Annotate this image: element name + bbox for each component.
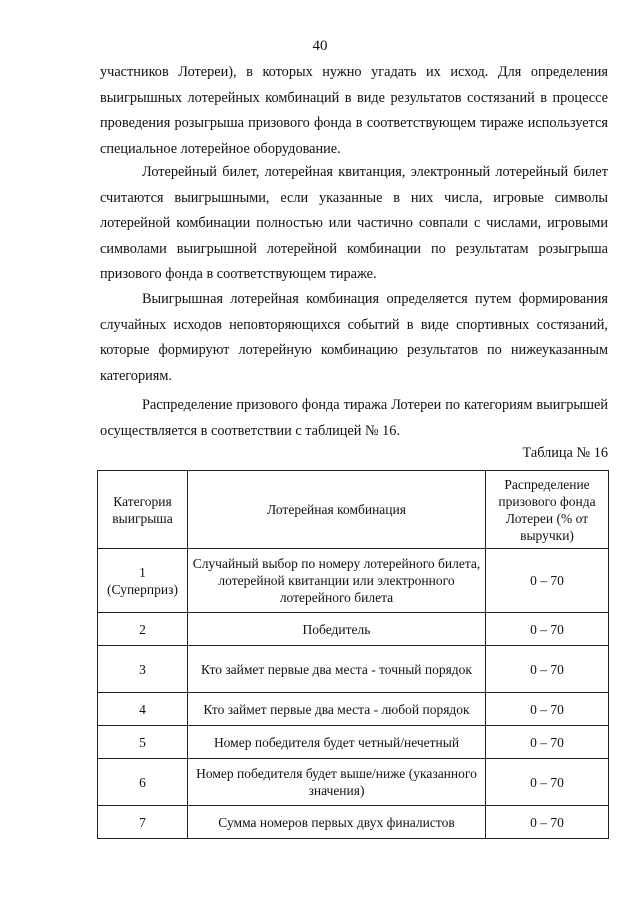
- cell-combination: Номер победителя будет четный/нечетный: [188, 726, 486, 759]
- cell-distribution: 0 – 70: [486, 806, 609, 839]
- cell-category: 2: [98, 613, 188, 646]
- cell-combination: Сумма номеров первых двух финалистов: [188, 806, 486, 839]
- cell-distribution: 0 – 70: [486, 726, 609, 759]
- cell-combination: Победитель: [188, 613, 486, 646]
- cell-category: 4: [98, 693, 188, 726]
- cell-category: 3: [98, 646, 188, 693]
- cell-distribution: 0 – 70: [486, 693, 609, 726]
- table-row: [98, 613, 609, 646]
- table-row: [98, 549, 609, 613]
- cell-category: 1 (Суперприз): [98, 549, 188, 613]
- cell-combination: Кто займет первые два места - любой порядок: [188, 693, 486, 726]
- paragraph-prize-distribution: Распределение призового фонда тиража Лотереи по категориям выигрышей осуществляется в соответствии с таблицей № 16.: [100, 397, 608, 439]
- cell-combination: Кто займет первые два места - точный порядок: [188, 646, 486, 693]
- table-row: [98, 726, 609, 759]
- paragraph-continuation: участников Лотереи), в которых нужно угадать их исход. Для определения выигрышных лотерейных комбинаций в виде результатов состязаний в процессе проведения розыгрыша призового фонда в соответствующем тираже используется специальное лотерейное оборудование.: [100, 64, 608, 157]
- cell-distribution: 0 – 70: [486, 613, 609, 646]
- cell-combination: Номер победителя будет выше/ниже (указанного значения): [188, 759, 486, 806]
- table-row: [98, 759, 609, 806]
- cell-category: 7: [98, 806, 188, 839]
- prize-distribution-table: [97, 470, 609, 839]
- cell-category: 6: [98, 759, 188, 806]
- table-row: [98, 693, 609, 726]
- page-number: 40: [312, 38, 328, 54]
- paragraph-winning-tickets: Лотерейный билет, лотерейная квитанция, электронный лотерейный билет считаются выигрышными, если указанные в них числа, игровые символы лотерейной комбинации полностью или частично совпали с числами, игровыми символами выигрышной лотерейной комбинации по результатам розыгрыша призового фонда в соответствующем тираже.: [100, 164, 608, 282]
- cell-distribution: 0 – 70: [486, 646, 609, 693]
- table-row: [98, 806, 609, 839]
- header-combination: Лотерейная комбинация: [188, 471, 486, 549]
- table-row: [98, 646, 609, 693]
- cell-combination: Случайный выбор по номеру лотерейного билета, лотерейной квитанции или электронного лотерейного билета: [188, 549, 486, 613]
- table-caption: Таблица № 16: [522, 445, 608, 461]
- header-category: Категория выигрыша: [98, 471, 188, 549]
- paragraph-winning-combination: Выигрышная лотерейная комбинация определяется путем формирования случайных исходов неповторяющихся событий в виде спортивных состязаний, которые формируют лотерейную комбинацию результатов по нижеуказанным категориям.: [100, 291, 608, 384]
- cell-distribution: 0 – 70: [486, 759, 609, 806]
- cell-category: 5: [98, 726, 188, 759]
- table-header-row: [98, 471, 609, 549]
- cell-distribution: 0 – 70: [486, 549, 609, 613]
- header-distribution: Распределение призового фонда Лотереи (% от выручки): [486, 471, 609, 549]
